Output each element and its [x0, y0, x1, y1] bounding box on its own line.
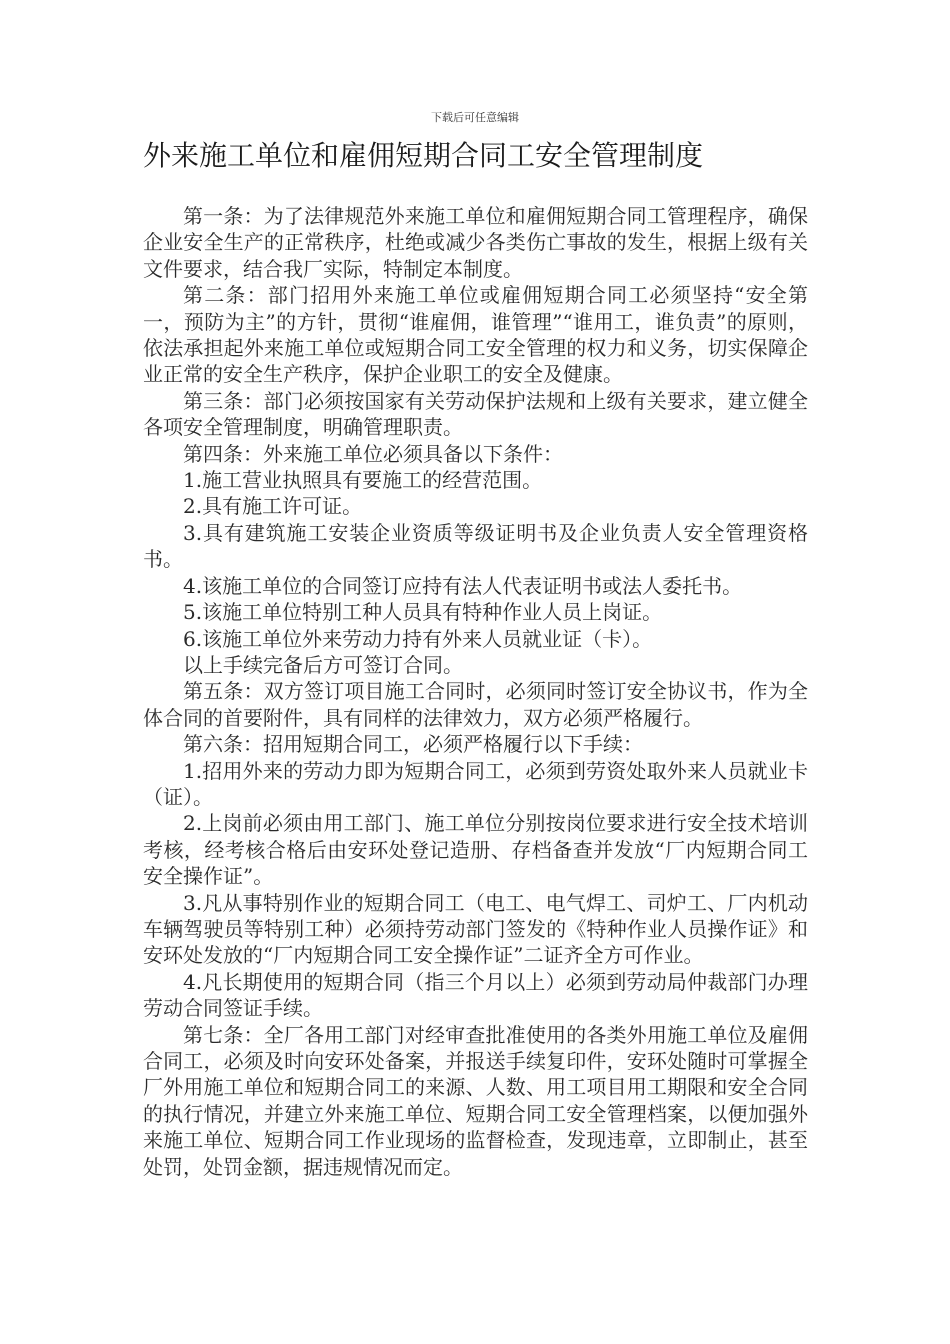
paragraph-article-7: 第七条：全厂各用工部门对经审查批准使用的各类外用施工单位及雇佣合同工，必须及时向安环处备案，并报送手续复印件，安环处随时可掌握全厂外用施工单位和短期合同工的来源、人数、用工项目用工期限和安全合同的执行情况，并建立外来施工单位、短期合同工安全管理档案，以便加强外来施工单位、短期合同工作业现场的监督检查，发现违章，立即制止，甚至处罚，处罚金额，据违规情况而定。 — [143, 1022, 808, 1179]
document-title: 外来施工单位和雇佣短期合同工安全管理制度 — [143, 139, 704, 172]
list-item-procedure-3: 3.凡从事特别作业的短期合同工（电工、电气焊工、司炉工、厂内机动车辆驾驶员等特别工种）必须持劳动部门签发的《特种作业人员操作证》和安环处发放的“厂内短期合同工安全操作证”二证齐全方可作业。 — [143, 890, 808, 968]
list-item-procedure-1: 1.招用外来的劳动力即为短期合同工，必须到劳资处取外来人员就业卡（证）。 — [143, 758, 808, 809]
paragraph-article-6: 第六条：招用短期合同工，必须严格履行以下手续： — [183, 732, 643, 757]
list-item-procedure-4: 4.凡长期使用的短期合同（指三个月以上）必须到劳动局仲裁部门办理劳动合同签证手续。 — [143, 969, 808, 1021]
list-item-condition-3: 3.具有建筑施工安装企业资质等级证明书及企业负责人安全管理资格书。 — [143, 520, 808, 572]
list-item-condition-1: 1.施工营业执照具有要施工的经营范围。 — [183, 468, 543, 493]
paragraph-article-2: 第二条：部门招用外来施工单位或雇佣短期合同工必须坚持“安全第一，预防为主”的方针，贯彻“谁雇佣，谁管理”“谁用工，谁负责”的原则，依法承担起外来施工单位或短期合同工安全管理的权力和义务，切实保障企业正常的安全生产秩序，保护企业职工的安全及健康。 — [143, 283, 808, 387]
list-item-condition-4: 4.该施工单位的合同签订应持有法人代表证明书或法人委托书。 — [183, 573, 743, 598]
paragraph-conditions-note: 以上手续完备后方可签订合同。 — [183, 652, 463, 677]
list-item-procedure-2: 2.上岗前必须由用工部门、施工单位分别按岗位要求进行安全技术培训考核，经考核合格后由安环处登记造册、存档备查并发放“厂内短期合同工安全操作证”。 — [143, 811, 808, 889]
header-note: 下载后可任意编辑 — [431, 111, 519, 124]
document-body — [143, 203, 808, 1180]
list-item-condition-6: 6.该施工单位外来劳动力持有外来人员就业证（卡）。 — [183, 626, 653, 651]
paragraph-article-5: 第五条：双方签订项目施工合同时，必须同时签订安全协议书，作为全体合同的首要附件，具有同样的法律效力，双方必须严格履行。 — [143, 679, 808, 730]
paragraph-article-3: 第三条：部门必须按国家有关劳动保护法规和上级有关要求，建立健全各项安全管理制度，明确管理职责。 — [143, 388, 808, 440]
list-item-condition-2: 2.具有施工许可证。 — [183, 494, 363, 519]
paragraph-article-4: 第四条：外来施工单位必须具备以下条件： — [183, 441, 563, 466]
list-item-condition-5: 5.该施工单位特别工种人员具有特种作业人员上岗证。 — [183, 600, 663, 625]
paragraph-article-1: 第一条：为了法律规范外来施工单位和雇佣短期合同工管理程序，确保企业安全生产的正常秩序，杜绝或减少各类伤亡事故的发生，根据上级有关文件要求，结合我厂实际，特制定本制度。 — [143, 204, 808, 281]
